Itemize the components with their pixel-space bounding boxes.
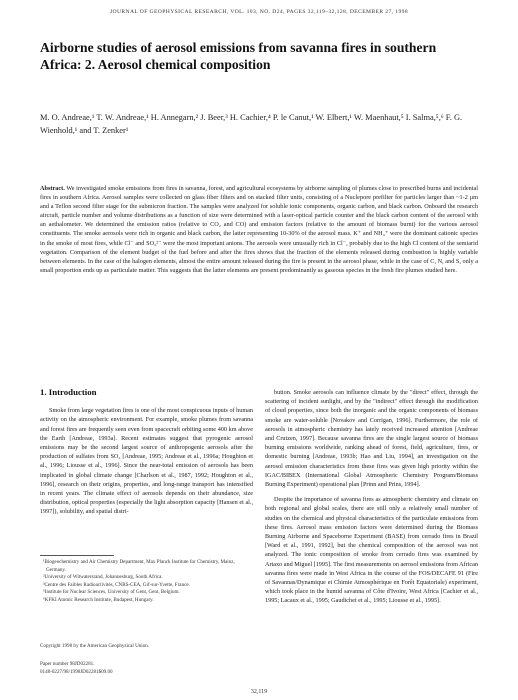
footnotes (40, 559, 253, 604)
intro-paragraph-3: Despite the importance of savanna fires as atmospheric chemistry and climate on both regional and global scales, there are still only a relatively small number of studies on the chemical and physical characteristics of the particulate emissions from these fires. Aerosol mass emission factors were determined during the Biomass Burning Airborne and Spaceborne Experiment (BASE) from cerrado fires in Brazil [Ward et al., 1991, 1992], but the chemical composition of the aerosol was not analyzed. The ionic composition of smoke from cerrado fires was examined by Artaxo and Miguel [1995]. The first measurements on aerosol emissions from African savanna fires were made in West Africa in the course of the FOS/DECAFE 91 (Fire of Savannas/Dynamique et Chimie Atmosphérique en Forêt Equatoriale) experiment, which took place in the humid savanna of Côte d'Ivoire, West Africa [Cachier et al., 1995; Lacaux et al., 1995; Gaudichet et al., 1995; Liousse et al., 1995]. (265, 496, 478, 605)
left-column (40, 388, 253, 517)
copyright-notice: Copyright 1998 by the American Geophysical Union. (40, 643, 150, 649)
issn-code: 0148-0227/98/1998JD02281$09.00 (40, 668, 113, 675)
footnote: ²University of Witwatersrand, Johannesburg, South Africa. (43, 574, 163, 580)
intro-paragraph-1: Smoke from large vegetation fires is one of the most conspicuous inputs of human activity on the atmospheric environment. For example, smoke plumes from savanna and forest fires are frequently seen even from spacecraft orbiting some 400 km above the Earth [Andreae, 1993a]. Recent estimates suggest that pyrogenic aerosol emissions may be the second largest source of anthropogenic aerosols after the production of sulfates from SO₂ [Andreae, 1995; Andreae et al., 1996a; Houghton et al., 1996; Liousse et al., 1996]. Since the near-total emission of aerosols has been implicated in global climate change [Charlson et al., 1987, 1992; Houghton et al., 1996], research on their origins, properties, and long-range transport has intensified in recent years. The climate effect of aerosols depends on their abundance, size distribution, optical properties (especially the light absorption capacity [Hansen et al., 1997]), solubility, and spatial distri- (40, 407, 253, 516)
footnote: ¹Biogeochemistry and Air Chemistry Department, Max Planck Institute for Chemistry, Mainz, Germany. (43, 559, 235, 573)
abstract-label: Abstract. (40, 185, 65, 192)
page-number: 32,119 (250, 689, 268, 695)
running-head: JOURNAL OF GEOPHYSICAL RESEARCH, VOL. 103, NO. D24, PAGES 32,119–32,128, DECEMBER 27, 1998 (109, 9, 409, 15)
author-list: M. O. Andreae,¹ T. W. Andreae,¹ H. Annegarn,² J. Beer,³ H. Cachier,⁴ P. le Canut,¹ W. Elbert,¹ W. Maenhaut,⁵ I. Salma,⁵,⁶ F. G. Wienhold,¹ and T. Zenker¹ (40, 113, 463, 135)
footnote: ⁵Institute for Nuclear Sciences, University of Gent, Gent, Belgium. (43, 589, 180, 595)
article-title: Airborne studies of aerosol emissions from savanna fires in southern Africa: 2. Aerosol chemical composition (40, 40, 437, 72)
paper-number: Paper number 98JD02281. (40, 661, 95, 667)
abstract-text: We investigated smoke emissions from fires in savanna, forest, and agricultural ecosystems by airborne sampling of plumes close to prescribed burns and incidental fires in southern Africa. Aerosol samples were collected on glass fiber filters and on stacked filter units, consisting of a Nuclepore prefilter for particles larger than ~1-2 μm and a Teflon second filter stage for the submicron fraction. The samples were analyzed for soluble ionic components, organic carbon, and black carbon. Onboard the research aircraft, particle number and volume distributions as a function of size were determined with a laser-optical particle counter and the black carbon content of the aerosol with an aethalometer. We determined the emission ratios (relative to CO₂ and CO) and emission factors (relative to the amount of biomass burnt) for the various aerosol constituents. The smoke aerosols were rich in organic and black carbon, the latter representing 10-30% of the aerosol mass. K⁺ and NH₄⁺ were the dominant cationic species in the smoke of most fires, while Cl⁻ and SO₄²⁻ were the most important anions. The aerosols were unusually rich in Cl⁻, probably due to the high Cl content of the semiarid vegetation. Comparison of the element budget of the fuel before and after the fires shows that the fraction of the elements released during combustion is highly variable between elements. In the case of the halogen elements, almost the entire amount released during the fire is present in the aerosol phase, while in the case of C, N, and S, only a small proportion ends up as particulate matter. This suggests that the latter elements are present predominantly as gaseous species in the fresh fire plumes studied here. (40, 185, 478, 274)
footnote: ³Centre des Faibles Radioactivités, CNRS-CEA, Gif-sur-Yvette, France. (43, 581, 190, 588)
right-column (265, 388, 478, 606)
footnote: ⁶KFKI Atomic Research Institute, Budapest, Hungary. (43, 596, 154, 603)
intro-paragraph-2: bution. Smoke aerosols can influence climate by the "direct" effect, through the scattering of incident sunlight, and by the "indirect" effect through the modification of cloud properties, since both the inorganic and the organic components of biomass smoke are water-soluble [Novakov and Corrigan, 1996]. Furthermore, the role of aerosols in atmospheric chemistry has lately received increased attention [Andreae and Crutzen, 1997]. Because savanna fires are the single largest source of biomass burning emissions worldwide, ranking ahead of forest, field, agriculture, fires, or domestic burning [Andreae, 1993b; Hao and Liu, 1994], an investigation on the aerosol emission characteristics from these fires was given high priority within the IGAC/BIBEX (International Global Atmospheric Chemistry Program/Biomass Burning Experiment) operational plan [Prinn and Prins, 1994]. (265, 389, 478, 489)
footnote-rule (40, 555, 114, 556)
paper-info (40, 661, 253, 676)
section-heading: 1. Introduction (40, 387, 97, 397)
abstract (40, 184, 478, 275)
